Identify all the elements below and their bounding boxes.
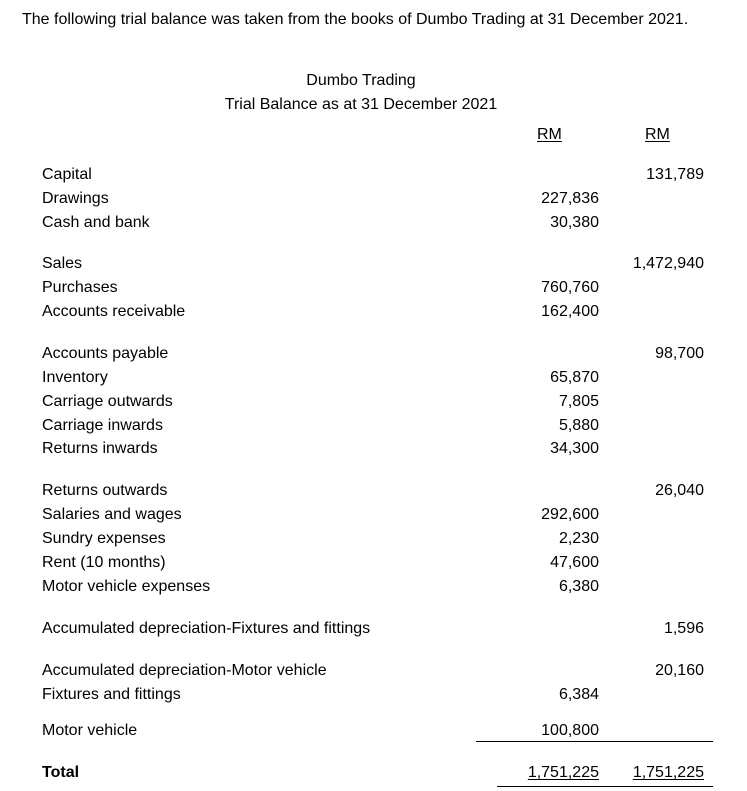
row-label: Drawings bbox=[42, 190, 109, 207]
table-row bbox=[0, 303, 747, 327]
debit-value: 34,300 bbox=[550, 440, 599, 457]
statement-title: Trial Balance as at 31 December 2021 bbox=[224, 96, 498, 113]
credit-value: 98,700 bbox=[655, 345, 704, 362]
table-row bbox=[0, 506, 747, 530]
table-row bbox=[0, 620, 747, 644]
table-row bbox=[0, 345, 747, 369]
table-row bbox=[0, 686, 747, 710]
table-row bbox=[0, 440, 747, 464]
total-bottom-rule bbox=[497, 786, 713, 787]
table-row bbox=[0, 190, 747, 214]
debit-value: 30,380 bbox=[550, 214, 599, 231]
total-separator-rule bbox=[476, 741, 713, 742]
credit-value: 1,472,940 bbox=[632, 255, 704, 272]
table-row bbox=[0, 279, 747, 303]
debit-value: 292,600 bbox=[541, 506, 599, 523]
row-label: Purchases bbox=[42, 279, 118, 296]
row-label: Accumulated depreciation-Motor vehicle bbox=[42, 662, 327, 679]
credit-value: 1,596 bbox=[663, 620, 704, 637]
table-row bbox=[0, 530, 747, 554]
debit-value: 6,380 bbox=[558, 578, 599, 595]
debit-value: 227,836 bbox=[541, 190, 599, 207]
debit-value: 100,800 bbox=[541, 722, 599, 739]
total-row bbox=[0, 764, 747, 788]
row-label: Accounts payable bbox=[42, 345, 169, 362]
credit-value: 131,789 bbox=[646, 166, 704, 183]
table-row bbox=[0, 417, 747, 441]
table-row bbox=[0, 554, 747, 578]
debit-value: 6,384 bbox=[558, 686, 599, 703]
debit-value: 5,880 bbox=[558, 417, 599, 434]
total-credit-value: 1,751,225 bbox=[632, 764, 704, 781]
table-row bbox=[0, 578, 747, 602]
debit-value: 65,870 bbox=[550, 369, 599, 386]
row-label: Carriage inwards bbox=[42, 417, 163, 434]
row-label: Motor vehicle expenses bbox=[42, 578, 211, 595]
table-row bbox=[0, 214, 747, 238]
company-name: Dumbo Trading bbox=[306, 72, 416, 89]
debit-value: 760,760 bbox=[541, 279, 599, 296]
table-row bbox=[0, 255, 747, 279]
debit-value: 7,805 bbox=[558, 393, 599, 410]
row-label: Accumulated depreciation-Fixtures and fittings bbox=[42, 620, 371, 637]
row-label: Inventory bbox=[42, 369, 108, 386]
table-row bbox=[0, 369, 747, 393]
table-row bbox=[0, 393, 747, 417]
row-label: Returns inwards bbox=[42, 440, 158, 457]
row-label: Sundry expenses bbox=[42, 530, 166, 547]
debit-column-header: RM bbox=[537, 126, 562, 143]
credit-value: 20,160 bbox=[655, 662, 704, 679]
table-row bbox=[0, 166, 747, 190]
total-label: Total bbox=[42, 764, 80, 781]
intro-paragraph: The following trial balance was taken from the books of Dumbo Trading at 31 December 2021. bbox=[22, 11, 689, 28]
table-row bbox=[0, 722, 747, 746]
credit-value: 26,040 bbox=[655, 482, 704, 499]
row-label: Salaries and wages bbox=[42, 506, 182, 523]
row-label: Rent (10 months) bbox=[42, 554, 166, 571]
total-debit-value: 1,751,225 bbox=[527, 764, 599, 781]
row-label: Sales bbox=[42, 255, 83, 272]
debit-value: 47,600 bbox=[550, 554, 599, 571]
row-label: Accounts receivable bbox=[42, 303, 186, 320]
row-label: Fixtures and fittings bbox=[42, 686, 181, 703]
table-row bbox=[0, 482, 747, 506]
credit-column-header: RM bbox=[645, 126, 670, 143]
row-label: Carriage outwards bbox=[42, 393, 173, 410]
debit-value: 2,230 bbox=[558, 530, 599, 547]
row-label: Motor vehicle bbox=[42, 722, 138, 739]
row-label: Capital bbox=[42, 166, 92, 183]
row-label: Cash and bank bbox=[42, 214, 150, 231]
row-label: Returns outwards bbox=[42, 482, 168, 499]
debit-value: 162,400 bbox=[541, 303, 599, 320]
table-row bbox=[0, 662, 747, 686]
